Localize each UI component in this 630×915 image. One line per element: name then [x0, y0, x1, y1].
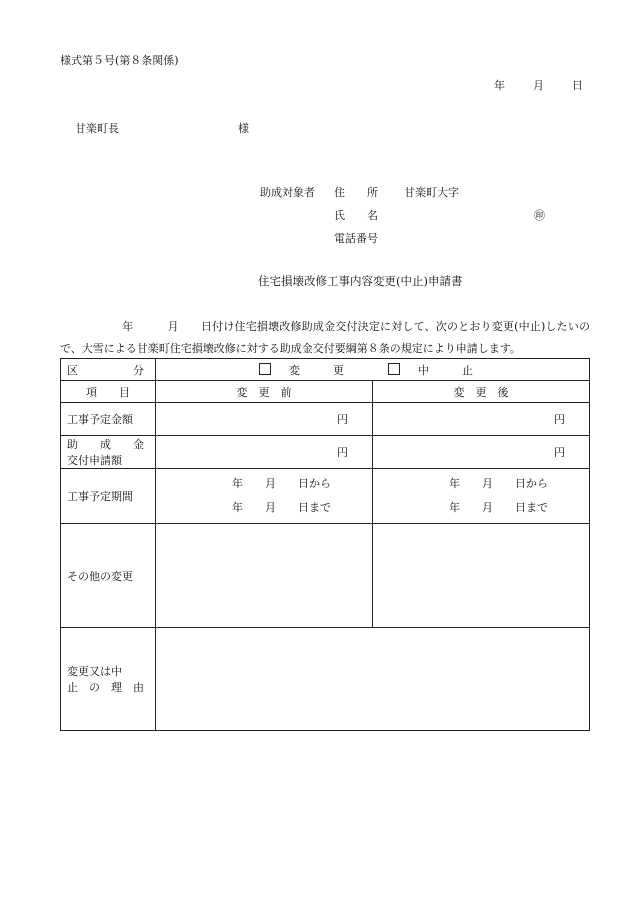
- date-year: 年: [494, 79, 505, 92]
- before-header: 変 更 前: [156, 381, 373, 403]
- kubun-label: 区 分: [61, 359, 156, 381]
- reason-label-line2: 止 の 理 由: [67, 681, 144, 694]
- body-text: 日付け住宅損壊改修助成金交付決定に対して、次のとおり変更(中止)したいので、大雪による甘楽町住宅損壊改修に対する助成金交付要綱第８条の規定により申請します。: [60, 320, 591, 355]
- table-row-cost: [61, 403, 590, 436]
- cost-after-unit: 円: [554, 413, 565, 426]
- kubun-options: [156, 359, 590, 381]
- period-before-to: 年 月 日まで: [232, 501, 331, 514]
- phone-label: 電話番号: [334, 232, 378, 245]
- change-option-label: 変 更: [289, 363, 344, 377]
- date-month: 月: [533, 79, 544, 92]
- other-change-after-field[interactable]: [373, 524, 590, 628]
- table-row-headers: [61, 381, 590, 403]
- cost-label: 工事予定金額: [61, 403, 156, 436]
- period-before-field[interactable]: [156, 469, 373, 524]
- document-title: 住宅損壊改修工事内容変更(中止)申請書: [258, 274, 463, 288]
- grant-label-line1: 助 成 金: [67, 438, 144, 451]
- after-header: 変 更 後: [373, 381, 590, 403]
- period-after-to: 年 月 日まで: [449, 501, 548, 514]
- date-line: [494, 77, 583, 93]
- body-year: 年: [122, 320, 134, 333]
- date-day: 日: [572, 79, 583, 92]
- other-change-before-field[interactable]: [156, 524, 373, 628]
- applicant-role-label: 助成対象者: [260, 186, 315, 199]
- addressee-name: 甘楽町長: [75, 122, 119, 135]
- address-label: 住 所: [334, 186, 378, 199]
- form-number: 様式第５号(第８条関係): [60, 54, 179, 67]
- reason-label-line1: 変更又は中: [67, 665, 122, 678]
- seal-mark: ㊞: [534, 209, 545, 222]
- period-label: 工事予定期間: [61, 469, 156, 524]
- other-change-label: その他の変更: [61, 524, 156, 628]
- period-after-field[interactable]: [373, 469, 590, 524]
- reason-label: [61, 628, 156, 731]
- table-row-grant: [61, 436, 590, 469]
- grant-label: [61, 436, 156, 469]
- reason-field[interactable]: [156, 628, 590, 731]
- table-row-kubun: [61, 359, 590, 381]
- grant-before-unit: 円: [337, 446, 348, 459]
- body-month: 月: [167, 320, 179, 333]
- grant-before-field[interactable]: [156, 436, 373, 469]
- stop-checkbox[interactable]: [388, 363, 400, 375]
- name-label: 氏 名: [334, 209, 378, 222]
- period-after-from: 年 月 日から: [449, 477, 548, 490]
- table-row-reason: [61, 628, 590, 731]
- addressee-honorific: 様: [238, 122, 249, 135]
- cost-before-unit: 円: [337, 413, 348, 426]
- grant-after-unit: 円: [554, 446, 565, 459]
- stop-option-label: 中 止: [418, 363, 473, 377]
- body-paragraph: [60, 316, 590, 360]
- application-table: [60, 358, 590, 731]
- address-value: 甘楽町大字: [404, 186, 459, 199]
- grant-after-field[interactable]: [373, 436, 590, 469]
- table-row-period: [61, 469, 590, 524]
- item-header: 項 目: [61, 381, 156, 403]
- period-before-from: 年 月 日から: [232, 477, 331, 490]
- cost-after-field[interactable]: [373, 403, 590, 436]
- table-row-other: [61, 524, 590, 628]
- change-checkbox[interactable]: [259, 363, 271, 375]
- grant-label-line2: 交付申請額: [67, 454, 122, 467]
- cost-before-field[interactable]: [156, 403, 373, 436]
